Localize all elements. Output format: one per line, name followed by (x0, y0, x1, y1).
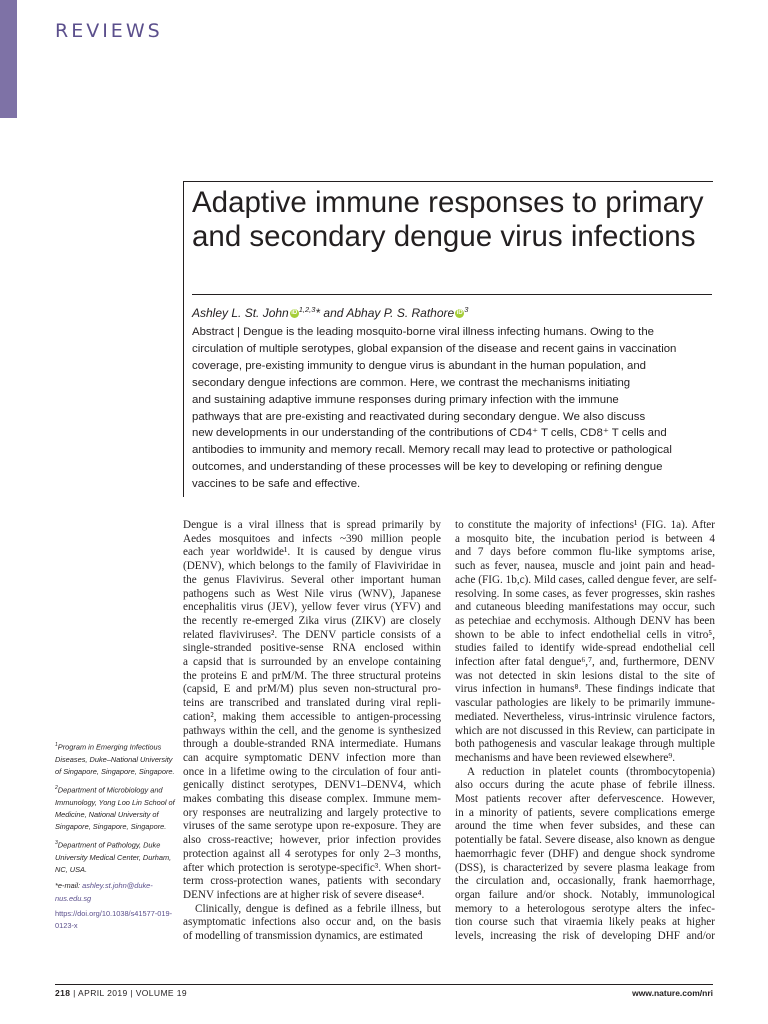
body-text-line: in a minority of patients, severe complications emerge (455, 806, 715, 819)
body-text-line: ache (FIG. 1b,c). Mild cases, called dengue fever, are self- (455, 573, 717, 586)
title-rule-top (183, 181, 713, 182)
abstract-line: Abstract | Dengue is the leading mosquito-borne viral illness infecting humans. Owing to the (192, 326, 654, 338)
body-text-line: the genus Flavivirus. Several other important human (183, 573, 441, 586)
body-text-line: cation², making them accessible to antigen-processing (183, 710, 441, 723)
body-text-line: after which protection is serotype-specific³. When short- (183, 861, 441, 874)
body-text-line: resolving. In some cases, as fever progresses, skin rashes (455, 587, 715, 600)
body-text-line: to constitute the majority of infections¹ (FIG. 1a). After (455, 519, 715, 531)
affiliations (55, 739, 175, 932)
body-text-line: viruses of the same serotype upon re-exposure. They are (183, 820, 441, 833)
title-underline (192, 294, 712, 295)
affiliation-number: 1 (55, 742, 58, 748)
body-text-line: Clinically, dengue is defined as a febrile illness, but (195, 902, 441, 915)
corresponding-mark: * (315, 306, 321, 320)
article-title: Adaptive immune responses to primary and secondary dengue virus infections (192, 186, 704, 253)
body-text-line: Aedes mosquitoes and infects ~390 million people (183, 532, 441, 545)
author-name[interactable]: Abhay P. S. Rathore (346, 306, 455, 320)
affiliation-text: Department of Pathology, Duke University Medical Center, Durham, NC, USA. (55, 840, 172, 875)
abstract-line: vaccines to be safe and effective. (192, 478, 361, 491)
body-text-line: term cross-protection wanes, patients with secondary (183, 875, 441, 888)
abstract-line: new developments in our understanding of the contributions of CD4⁺ T cells, CD8⁺ T cells and (192, 427, 667, 440)
body-text-line: as petechiae and ecchymosis. Although DENV has been (455, 614, 715, 627)
body-text-line: mechanisms and have been reviewed elsewhere⁹. (455, 751, 676, 764)
body-text-line: encephalitis virus (JEV), yellow fever virus (YFV) and (183, 601, 441, 614)
body-text-line: mediated. Nevertheless, virus-intrinsic virulence factors, (455, 710, 715, 723)
body-text-line: DENV infections are at higher risk of severe disease⁴. (183, 888, 425, 901)
body-text-line: each year worldwide¹. It is caused by dengue virus (183, 546, 441, 559)
body-text-line: studies failed to identify wide-spread endothelial cell (455, 642, 715, 655)
author-affiliation-sup: 1,2,3 (298, 305, 316, 314)
body-text-line: once in a lifetime owing to the circulation of four anti- (183, 765, 441, 778)
body-text-line: related flaviviruses². The DENV particle consists of a (183, 628, 441, 641)
abstract-line: pathways that are pre-existing and reactivated during secondary dengue. We also discuss (192, 410, 646, 423)
body-column-right (455, 519, 715, 944)
body-text-line: can acquire symptomatic DENV infection more than (183, 751, 441, 764)
body-text-line: and 7 days before common flu-like symptoms arise, (455, 546, 715, 559)
body-text-line: through a double-stranded RNA intermediate. Humans (183, 738, 441, 751)
body-text-line: pathogens such as West Nile virus (WNV), Japanese (183, 587, 441, 600)
body-text-line: pathways within the cell, and the genome is synthesized (183, 724, 441, 737)
affiliation (55, 837, 175, 876)
body-text-line: organ failure and/or shock. Notably, immunological (455, 888, 715, 901)
body-text-line: the circulation and, occasionally, frank haemorrhage, (455, 875, 715, 888)
body-text-line: protection against all 4 serotypes for only 2–3 months, (183, 847, 441, 860)
affiliation-text: Department of Microbiology and Immunology, Yong Loo Lin School of Medicine, National University of Singapore, Singapore, Singapore. (55, 785, 175, 832)
body-text-line: genically distinct serotypes, DENV1–DENV4, which (183, 779, 441, 792)
section-label: REVIEWS (55, 20, 163, 42)
doi-link[interactable]: https://doi.org/10.1038/s41577-019-0123-x (55, 908, 173, 931)
title-rule-vertical (183, 181, 184, 497)
body-text-line: a capsid that is surrounded by an envelope containing (183, 656, 441, 669)
body-text-line: memory to a heterologous serotype alters the infec- (455, 902, 715, 915)
journal-url[interactable]: www.nature.com/nri (632, 988, 713, 998)
orcid-icon[interactable]: iD (456, 310, 463, 317)
body-text-line: a mosquito bite, the incubation period is between 4 (455, 532, 715, 545)
body-text-line: infection after fatal dengue⁶,⁷, and, furthermore, DENV (455, 656, 715, 669)
body-text-line: makes combating this disease complex. Immune mem- (183, 793, 441, 806)
body-text-line: also cross-reactive; however, prior infection provides (183, 834, 441, 847)
affiliation-number: 3 (55, 840, 58, 847)
abstract-line: outcomes, and understanding of these processes will be key to developing or refining dengue (192, 461, 663, 474)
body-text-line: A reduction in platelet counts (thrombocytopenia) (467, 765, 715, 778)
author-conjunction: and (320, 306, 347, 320)
author-affiliation-sup: 3 (464, 305, 469, 314)
body-text-line: which are not discussed in this Review, can participate in (455, 724, 715, 737)
abstract (192, 324, 717, 493)
footer-rule (55, 984, 713, 985)
body-text-line: was not detected in skin lesions distal to the site of (455, 669, 715, 682)
body-text-line: shown to be able to infect endothelial cells in vitro⁵, (455, 628, 715, 641)
body-text-line: asymptomatic infections also occur and, on the basis (183, 916, 441, 929)
affiliation (55, 782, 175, 833)
section-color-bar (0, 0, 17, 118)
body-text-line: virus infection in humans⁸. These findings indicate that (455, 683, 715, 696)
body-text-line: Dengue is a viral illness that is spread primarily by (183, 519, 441, 531)
body-text-line: the recently re-emerged Zika virus (ZIKV) are closely (183, 614, 441, 627)
body-text-line: potentially be fatal. Severe disease, also known as dengue (455, 834, 715, 847)
body-text-line: of modelling of transmission dynamics, are estimated (183, 930, 423, 943)
body-text-line: Most patients recover after defervescence. However, (455, 793, 715, 806)
body-text-line: both pathogenesis and vascular leakage through multiple (455, 738, 715, 751)
orcid-icon[interactable]: iD (291, 310, 298, 317)
body-text-line: also occurs during the acute phase of febrile illness. (455, 779, 715, 792)
body-text-line: (DSS), is characterized by severe plasma leakage from (455, 861, 715, 874)
affiliation-list (55, 739, 175, 876)
abstract-line: coverage, pre-existing immunity to dengue virus is abundant in the human population, and (192, 359, 647, 372)
issue-info: | APRIL 2019 | VOLUME 19 (70, 988, 188, 998)
body-text-line: around the time when fever subsides, and these can (455, 820, 715, 833)
body-text-line: vascular pathologies are likely to be primarily immune- (455, 697, 715, 710)
abstract-line: antibodies to immunity and memory recall. Memory recall may lead to protective or pathological (192, 444, 672, 457)
body-text-line: tion course such that viraemia likely peaks at higher (455, 916, 715, 929)
body-text-line: haemorrhagic fever (DHF) and dengue shock syndrome (455, 847, 715, 860)
body-text-line: (DENV), which belongs to the family of Flaviviridae in (183, 560, 441, 573)
affiliation (55, 739, 175, 778)
body-text-line: such as fever, nausea, muscle and joint pain and head- (455, 560, 715, 573)
affiliation-number: 2 (55, 785, 58, 792)
body-text-line: the proteins E and prM/M. The three structural proteins (183, 669, 441, 682)
author-line (192, 302, 712, 321)
correspondence (55, 880, 175, 904)
body-text-line: and cutaneous bleeding manifestations may occur, such (455, 601, 715, 614)
page-number: 218 (55, 988, 71, 998)
body-text-line: single-stranded positive-sense RNA enclosed within (183, 642, 441, 655)
body-text-line: (capsid, E and prM/M) plus seven non-structural pro- (183, 683, 441, 696)
email-link[interactable]: ashley.st.john@duke-nus.edu.sg (55, 881, 153, 903)
abstract-line: and sustaining adaptive immune responses during primary infection with the immune (192, 393, 619, 406)
abstract-line: secondary dengue infections are common. Here, we contrast the mechanisms initiating (192, 376, 631, 389)
affiliation-text: Program in Emerging Infectious Diseases, Duke–National University of Singapore, Singapore, Singapore. (55, 742, 175, 776)
body-text-line: teins are transcribed and translated during viral repli- (183, 697, 441, 710)
body-column-left (183, 519, 441, 944)
author-name[interactable]: Ashley L. St. John (192, 306, 289, 320)
body-text-line: ory responses are neutralizing and largely protective to (183, 806, 441, 819)
abstract-line: circulation of multiple serotypes, global expansion of the disease and recent gains in vaccination (192, 342, 677, 355)
email-label: *e-mail: (55, 881, 83, 891)
footer-citation (55, 988, 187, 998)
body-text-line: levels, increasing the risk of developing DHF and/or (455, 930, 715, 943)
